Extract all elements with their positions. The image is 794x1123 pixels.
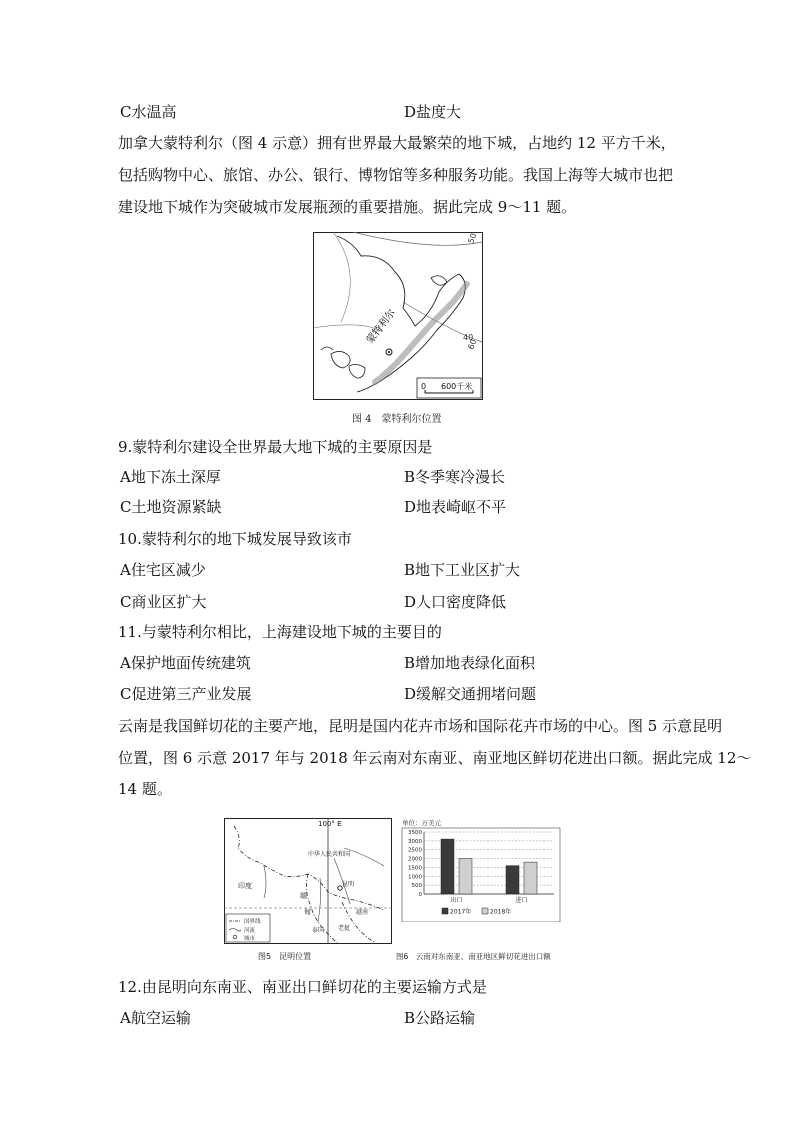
- q12-stem: 12.由昆明向东南亚、南亚出口鲜切花的主要运输方式是: [118, 978, 487, 996]
- passage-2-line-1: 云南是我国鲜切花的主要产地，昆明是国内花卉市场和国际花卉市场的中心。图 5 示意昆明: [118, 717, 723, 735]
- figure-5-map: [224, 818, 392, 944]
- q11-option-b[interactable]: B增加地表绿化面积: [404, 654, 536, 672]
- q8-option-c[interactable]: C水温高: [120, 103, 177, 121]
- label-laos: 老挝: [338, 925, 351, 932]
- legend-city: 城市: [244, 936, 256, 942]
- label-vietnam: 越南: [356, 909, 369, 916]
- passage-2-line-3: 14 题。: [118, 780, 172, 798]
- q11-option-a[interactable]: A保护地面传统建筑: [120, 654, 251, 672]
- label-kunming: 昆明: [342, 881, 355, 888]
- bar-出口-2017年: [441, 839, 454, 894]
- y-tick-label: 1500: [408, 865, 422, 872]
- q10-option-a[interactable]: A住宅区减少: [120, 561, 206, 579]
- label-india: 印度: [238, 882, 252, 890]
- passage-2-line-2: 位置，图 6 示意 2017 年与 2018 年云南对东南亚、南亚地区鲜切花进出口额。据此完成 12～: [118, 749, 752, 767]
- label-myanmar-2: 甸: [304, 908, 311, 916]
- q12-option-a[interactable]: A航空运输: [120, 1009, 191, 1027]
- x-tick-label: 进口: [515, 897, 528, 904]
- lat-label-bottom: 40: [463, 333, 474, 342]
- legend-swatch-2017年: [442, 908, 448, 914]
- q9-stem: 9.蒙特利尔建设全世界最大地下城的主要原因是: [118, 438, 433, 456]
- y-tick-label: 2500: [408, 847, 422, 854]
- y-tick-label: 500: [411, 883, 422, 890]
- montreal-label: 蒙特利尔: [364, 307, 398, 346]
- bar-进口-2018年: [524, 862, 537, 894]
- q10-option-c[interactable]: C商业区扩大: [120, 593, 207, 611]
- figure-4-caption: 图 4 蒙特利尔位置: [352, 414, 442, 425]
- meridian-label: 100° E: [318, 820, 342, 828]
- figure-6-chart: [398, 816, 564, 922]
- y-tick-label: 3000: [408, 838, 422, 845]
- label-myanmar-1: 缅: [300, 892, 307, 900]
- legend-river: 河流: [244, 928, 256, 934]
- q9-option-c[interactable]: C土地资源紧缺: [120, 498, 222, 516]
- lat-label-top: 50: [466, 232, 479, 245]
- q9-option-a[interactable]: A地下冻土深厚: [120, 468, 221, 486]
- figure-4-map: [313, 232, 483, 400]
- label-thailand: 泰国: [312, 927, 325, 934]
- legend-label: 2018年: [490, 908, 512, 916]
- q11-stem: 11.与蒙特利尔相比，上海建设地下城的主要目的: [118, 623, 442, 641]
- legend-border: 国界线: [244, 919, 261, 925]
- y-tick-label: 3500: [408, 830, 422, 836]
- legend-label: 2017年: [450, 908, 472, 916]
- q8-option-d[interactable]: D盐度大: [404, 103, 462, 121]
- q10-stem: 10.蒙特利尔的地下城发展导致该市: [118, 530, 352, 548]
- q10-option-d[interactable]: D人口密度降低: [404, 593, 507, 611]
- q10-option-b[interactable]: B地下工业区扩大: [404, 561, 521, 579]
- chart-unit-label: 单位：万美元: [402, 819, 441, 827]
- q12-option-b[interactable]: B公路运输: [404, 1009, 476, 1027]
- q11-option-c[interactable]: C促进第三产业发展: [120, 685, 252, 703]
- label-china: 中华人民共和国: [308, 851, 351, 858]
- bar-进口-2017年: [506, 866, 519, 894]
- y-tick-label: 0: [418, 892, 422, 898]
- y-tick-label: 2000: [408, 856, 422, 863]
- y-tick-label: 1000: [408, 874, 422, 881]
- scale-label: 600千米: [441, 382, 473, 391]
- bar-出口-2018年: [459, 859, 472, 894]
- x-tick-label: 出口: [450, 897, 463, 904]
- figure-6-caption: 图6 云南对东南亚、南亚地区鲜切花进出口额: [396, 952, 551, 961]
- figure-5-caption: 图5 昆明位置: [258, 952, 312, 961]
- q9-option-d[interactable]: D地表崎岖不平: [404, 498, 507, 516]
- scale-zero: 0: [421, 382, 427, 391]
- q11-option-d[interactable]: D缓解交通拥堵问题: [404, 685, 537, 703]
- q9-option-b[interactable]: B冬季寒冷漫长: [404, 468, 506, 486]
- legend-swatch-2018年: [482, 908, 488, 914]
- lat-label-mid: 60: [466, 338, 479, 351]
- passage-1: 加拿大蒙特利尔（图 4 示意）拥有世界最大最繁荣的地下城，占地约 12 平方千米，包括购物中心、旅馆、办公、银行、博物馆等多种服务功能。我国上海等大城市也把建设地下城作为突破城市发展瓶颈的重要措施。据此完成 9～11 题。: [118, 134, 676, 216]
